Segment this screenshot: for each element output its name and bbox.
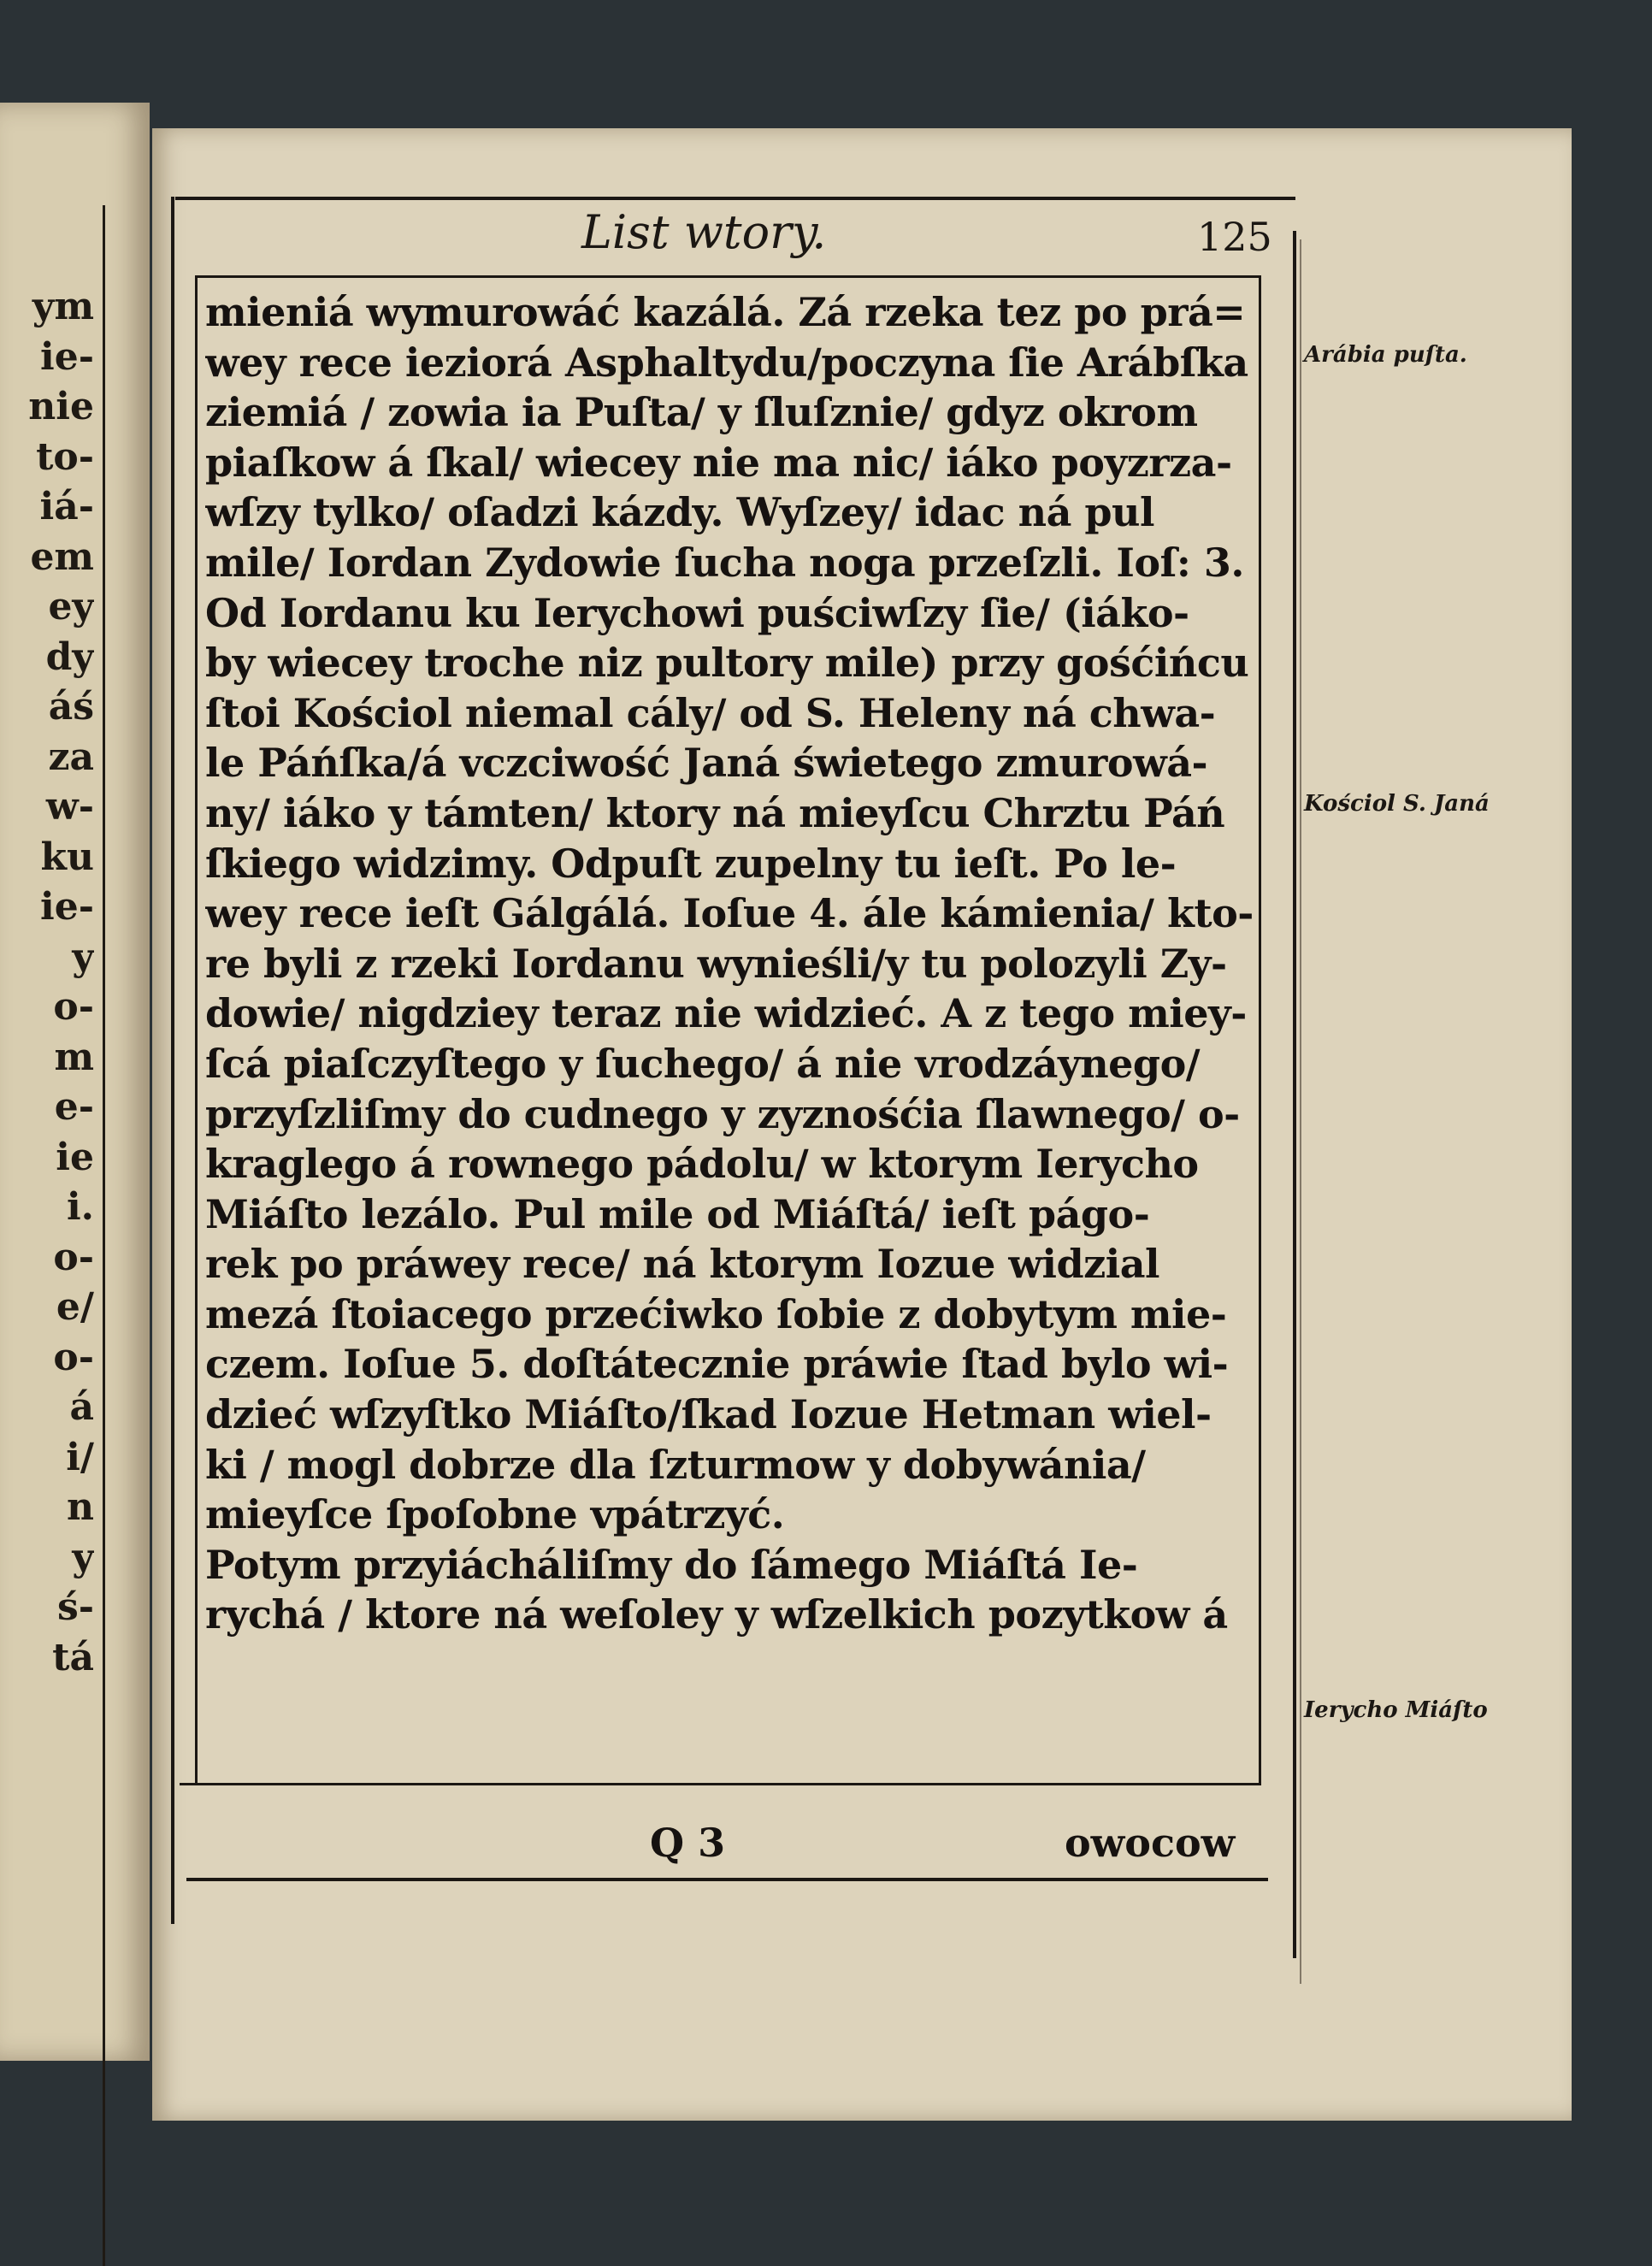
text-line: Potym przyiácháliſmy do ſámego Miáſtá Ie-: [205, 1541, 1138, 1588]
text-line: czem. Ioſue 5. doſtátecznie práwie ſtad bylo wi-: [205, 1341, 1229, 1388]
text-line: mieyſce ſpoſobne vpátrzyć.: [205, 1491, 785, 1538]
text-line: przyſzliſmy do cudnego y zyznośćia ſlawnego/ o-: [205, 1090, 1240, 1137]
text-line: mieniá wymurowáć kazálá. Zá rzeka tez po prá=: [205, 289, 1246, 335]
text-line: rek po práwey rece/ ná ktorym Iozue widzial: [205, 1241, 1160, 1288]
catchword: owocow: [1065, 1820, 1236, 1866]
text-line: wey rece ieziorá Asphaltydu/poczyna ſie Arábſka: [205, 339, 1248, 386]
prev-line: tá: [52, 1635, 94, 1679]
prev-line: ie-: [40, 334, 94, 379]
page-fold-line: [1300, 239, 1301, 1984]
text-box-rule-left: [195, 278, 198, 1783]
prev-line: o-: [53, 1335, 94, 1379]
text-line: by wiecey troche niz pultory mile) przy gośćińcu: [205, 640, 1249, 687]
frame-rule-top: [175, 197, 1295, 200]
prev-line: dy: [45, 634, 94, 679]
prev-line: ś-: [56, 1585, 94, 1629]
text-line: ſtoi Kościol niemal cály/ od S. Heleny ná chwa-: [205, 689, 1216, 736]
previous-page-text: [0, 282, 94, 1683]
prev-line: m: [54, 1035, 94, 1079]
margin-note-kosciol: Kościol S. Janá: [1304, 791, 1490, 817]
frame-rule-bottom: [186, 1878, 1268, 1881]
text-line: kraglego á rownego pádolu/ w ktorym Ierycho: [205, 1141, 1199, 1188]
text-line: ny/ iáko y támten/ ktory ná mieyſcu Chrztu Páń: [205, 789, 1225, 836]
text-line: wſzy tylko/ oſadzi kázdy. Wyſzey/ idac ná pul: [205, 489, 1154, 536]
text-line: ziemiá / zowia ia Puſta/ y ſluſznie/ gdyz okrom: [205, 389, 1198, 436]
prev-line: to-: [36, 434, 94, 479]
prev-line: o-: [53, 985, 94, 1029]
page-number: 125: [1197, 214, 1272, 260]
prev-line: ie-: [40, 885, 94, 929]
text-box-rule-bottom: [180, 1783, 1261, 1785]
text-line: re byli z rzeki Iordanu wynieśli/y tu polozyli Zy-: [205, 940, 1227, 987]
margin-note-jerycho: Ierycho Miáſto: [1304, 1697, 1488, 1723]
frame-rule-left: [171, 197, 174, 1924]
prev-line: za: [48, 735, 94, 779]
prev-line: iá-: [39, 485, 94, 528]
prev-line: n: [67, 1485, 94, 1529]
text-line: dzieć wſzyſtko Miáſto/ſkad Iozue Hetman wiel-: [205, 1391, 1212, 1438]
text-line: ſcá piaſczyſtego y ſuchego/ á nie vrodzáynego/: [205, 1040, 1201, 1087]
text-line: ki / mogl dobrze dla ſzturmow y dobywánia/: [205, 1441, 1146, 1488]
text-line: le Páńſka/á vczciwość Janá świetego zmurowá-: [205, 740, 1208, 787]
text-line: Miáſto lezálo. Pul mile od Miáſtá/ ieſt págo-: [205, 1190, 1150, 1237]
text-box-rule-right: [1259, 278, 1261, 1783]
prev-line: ey: [48, 585, 94, 628]
prev-line: á: [69, 1385, 94, 1429]
prev-line: ie: [56, 1135, 94, 1179]
text-line: ſkiego widzimy. Odpuſt zupelny tu ieſt. Po le-: [205, 840, 1177, 887]
prev-line: e/: [56, 1285, 94, 1329]
prev-line: e-: [54, 1085, 94, 1129]
prev-line: áś: [48, 685, 94, 729]
signature-mark: Q 3: [650, 1820, 726, 1866]
prev-line: ym: [32, 285, 94, 328]
prev-line: w-: [45, 785, 94, 829]
text-line: Od Iordanu ku Ierychowi puściwſzy ſie/ (iáko-: [205, 589, 1189, 636]
prev-line: em: [30, 534, 94, 579]
prev-line: o-: [53, 1235, 94, 1279]
text-box-rule-top: [195, 275, 1261, 278]
running-head: List wtory.: [581, 205, 827, 259]
text-line: piaſkow á ſkal/ wiecey nie ma nic/ iáko poyzrza-: [205, 439, 1232, 486]
main-text: [205, 287, 1257, 1640]
prev-line: i.: [66, 1185, 94, 1229]
text-line: mile/ Iordan Zydowie ſucha noga przeſzli. Ioſ: 3.: [205, 539, 1244, 586]
prev-line: nie: [28, 385, 94, 428]
frame-rule-right: [1293, 231, 1296, 1958]
text-line: dowie/ nigdziey teraz nie widzieć. A z tego miey-: [205, 990, 1247, 1037]
text-line: wey rece ieſt Gálgálá. Ioſue 4. ále kámienia/ kto-: [205, 890, 1254, 937]
text-line: rychá / ktore ná weſoley y wſzelkich pozytkow á: [205, 1591, 1228, 1638]
margin-note-arabia: Arábia puſta.: [1304, 342, 1467, 368]
text-line: mezá ſtoiacego przećiwko ſobie z dobytym mie-: [205, 1290, 1227, 1337]
prev-line: ku: [40, 835, 94, 879]
prev-line: y: [72, 935, 94, 979]
prev-line: y: [72, 1535, 94, 1579]
prev-line: i/: [66, 1435, 94, 1479]
